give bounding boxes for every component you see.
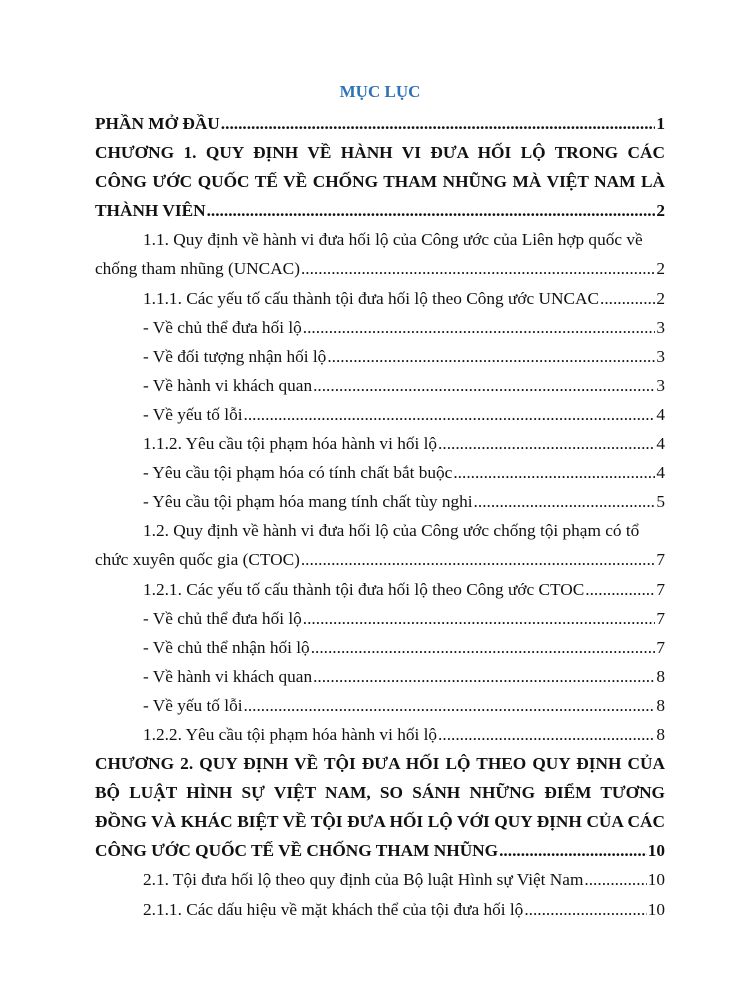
toc-entry-text: - Về chủ thể nhận hối lộ [143,637,310,657]
toc-entry-text: - Về hành vi khách quan [143,375,313,395]
toc-entry-text: - Về yếu tố lỗi [143,695,243,715]
toc-entry-text: 2.1.1. Các dấu hiệu về mặt khách thể của tội đưa hối lộ [143,899,524,919]
toc-page-number: 10 [647,841,665,861]
toc-page-number: 5 [656,492,665,512]
toc-page-number: 3 [656,375,665,395]
toc-entry-text: 1.2.2. Yêu cầu tội phạm hóa hành vi hối lộ [143,724,438,744]
toc-entry-subject-giving-ctoc[interactable] [95,604,665,633]
dot-leader [438,429,655,458]
toc-page-number: 4 [656,404,665,424]
toc-entry-text: PHẦN MỞ ĐẦU [95,114,220,133]
dot-leader [584,865,646,894]
toc-entry-text: 2.1. Tội đưa hối lộ theo quy định của Bộ luật Hình sự Việt Nam [143,870,584,890]
toc-page-number: 4 [656,463,665,483]
toc-page-number: 3 [656,317,665,337]
toc-entry-optional-criminalization[interactable] [95,487,665,516]
toc-entry-text: - Về hành vi khách quan [143,666,313,686]
toc-page-number: 7 [656,579,665,599]
dot-leader [221,109,656,138]
toc-entry-section-2-1-1[interactable] [95,895,665,924]
toc-page-number: 7 [656,637,665,657]
toc-entry-line: CHƯƠNG 1. QUY ĐỊNH VỀ HÀNH VI ĐƯA HỐI LỘ TRONG CÁC [95,143,665,163]
toc-entry-text: - Về yếu tố lỗi [143,404,243,424]
toc-page-number: 8 [656,666,665,686]
toc-entry-section-1-1-2[interactable] [95,429,665,458]
toc-entry-objective-act-ctoc[interactable] [95,662,665,691]
toc-entry-text: chức xuyên quốc gia (CTOC) [95,550,300,570]
toc-page-number: 4 [656,434,665,454]
toc-entry-section-1-2[interactable] [95,516,665,574]
toc-page-number: 7 [656,608,665,628]
toc-entry-text: - Về chủ thể đưa hối lộ [143,317,302,337]
dot-leader [524,895,646,924]
toc-entry-line: 1.2. Quy định về hành vi đưa hối lộ của Công ước chống tội phạm có tổ [143,521,640,541]
dot-leader [244,691,656,720]
toc-entry-fault-ctoc[interactable] [95,691,665,720]
dot-leader [313,371,655,400]
dot-leader [585,575,655,604]
toc-title: MỤC LỤC [339,82,421,101]
dot-leader [244,400,656,429]
toc-entry-section-1-2-1[interactable] [95,575,665,604]
toc-entry-text: - Yêu cầu tội phạm hóa mang tính chất tùy nghi [143,492,473,512]
dot-leader [600,284,655,313]
toc-entry-text: CÔNG ƯỚC QUỐC TẾ VỀ CHỐNG THAM NHŨNG [95,841,499,861]
toc-entry-fault[interactable] [95,400,665,429]
toc-entry-chapter-1[interactable] [95,138,665,225]
toc-entry-text: 1.2.1. Các yếu tố cấu thành tội đưa hối lộ theo Công ước CTOC [143,579,585,599]
toc-entry-subject-receiving-ctoc[interactable] [95,633,665,662]
dot-leader [207,196,656,225]
dot-leader [313,662,655,691]
toc-entry-objective-act[interactable] [95,371,665,400]
toc-entry-line: ĐỒNG VÀ KHÁC BIỆT VỀ TỘI ĐƯA HỐI LỘ VỚI QUY ĐỊNH CỦA CÁC [95,812,665,832]
toc-entry-section-1-2-2[interactable] [95,720,665,749]
dot-leader [301,254,655,283]
dot-leader [453,458,655,487]
toc-entry-line: 1.1. Quy định về hành vi đưa hối lộ của Công ước của Liên hợp quốc về [143,230,643,250]
toc-page-number: 10 [647,899,665,919]
toc-page-number: 8 [656,695,665,715]
dot-leader [301,545,656,574]
toc-page-number: 2 [656,201,665,221]
dot-leader [327,342,655,371]
toc-entry-receiving-object[interactable] [95,342,665,371]
dot-leader [474,487,656,516]
toc-entry-text: - Về đối tượng nhận hối lộ [143,346,327,366]
toc-entry-line: CÔNG ƯỚC QUỐC TẾ VỀ CHỐNG THAM NHŨNG MÀ VIỆT NAM LÀ [95,172,665,192]
dot-leader [438,720,655,749]
toc-entry-line: BỘ LUẬT HÌNH SỰ VIỆT NAM, SO SÁNH NHỮNG ĐIỂM TƯƠNG [95,783,665,803]
toc-entry-text: - Yêu cầu tội phạm hóa có tính chất bắt buộc [143,463,453,483]
toc-entry-text: 1.1.2. Yêu cầu tội phạm hóa hành vi hối lộ [143,434,438,454]
toc-entry-subject-giving[interactable] [95,313,665,342]
dot-leader [303,604,656,633]
toc-page-number: 8 [656,724,665,744]
toc-page-number: 10 [647,870,665,890]
toc-entry-text: 1.1.1. Các yếu tố cấu thành tội đưa hối lộ theo Công ước UNCAC [143,288,599,308]
dot-leader [303,313,656,342]
toc-page [95,78,665,924]
toc-page-number: 3 [656,346,665,366]
toc-entry-mandatory-criminalization[interactable] [95,458,665,487]
toc-entry-chapter-2[interactable] [95,749,665,865]
toc-entry-section-1-1-1[interactable] [95,284,665,313]
toc-entry-line: CHƯƠNG 2. QUY ĐỊNH VỀ TỘI ĐƯA HỐI LỘ THEO QUY ĐỊNH CỦA [95,754,665,774]
toc-entry-text: - Về chủ thể đưa hối lộ [143,608,302,628]
toc-page-number: 1 [656,114,665,133]
toc-page-number: 7 [656,550,665,570]
toc-entry-text: THÀNH VIÊN [95,201,206,221]
toc-entry-section-1-1[interactable] [95,225,665,283]
toc-page-number: 2 [656,288,665,308]
dot-leader [499,836,647,865]
toc-page-number: 2 [656,259,665,279]
toc-entry-section-2-1[interactable] [95,865,665,894]
toc-entry-text: chống tham nhũng (UNCAC) [95,259,300,279]
dot-leader [311,633,656,662]
toc-entry-intro[interactable] [95,109,665,138]
